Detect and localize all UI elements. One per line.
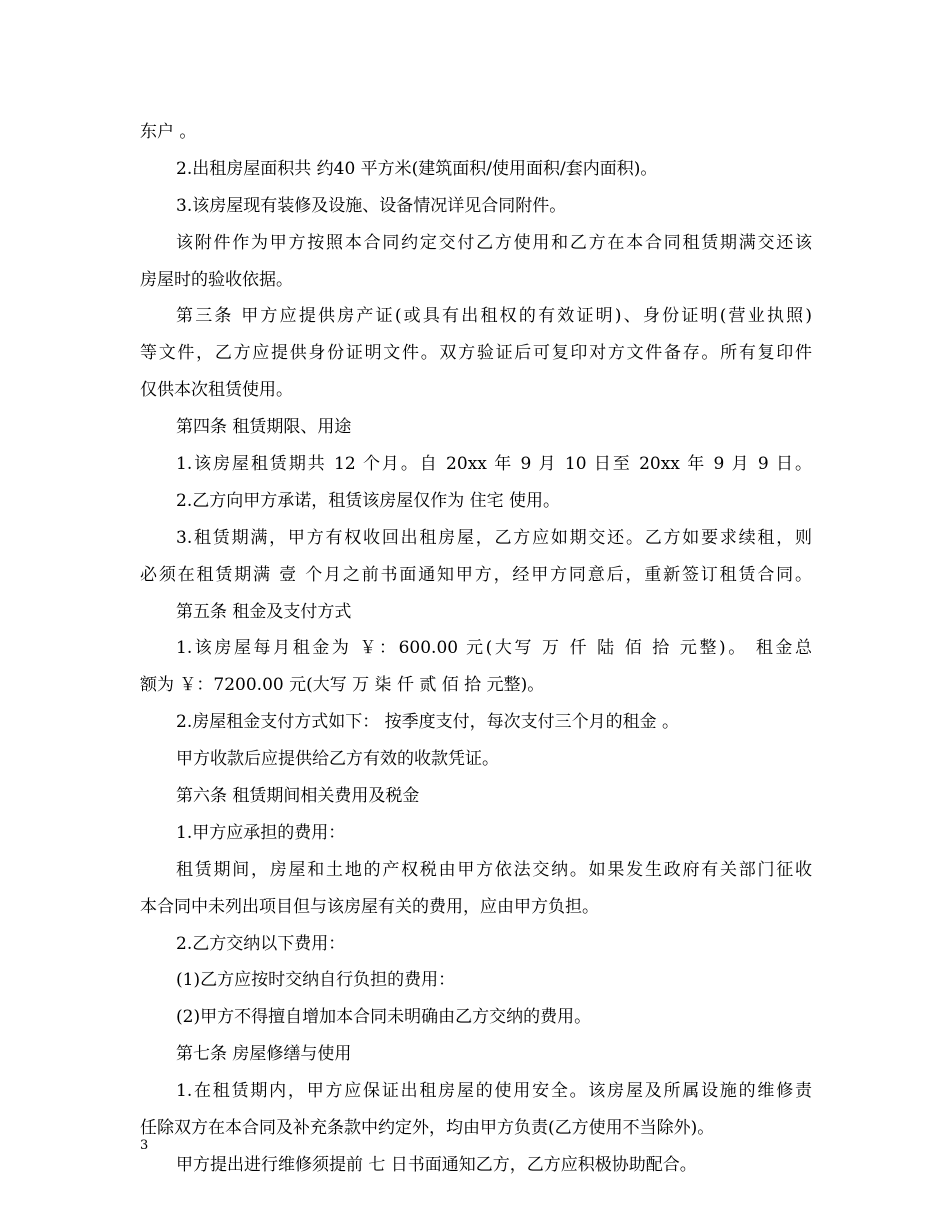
text-line: 1.该房屋每月租金为 ￥：600.00 元(大写 万 仟 陆 佰 拾 元整)。 租金总 xyxy=(176,638,812,659)
text-line: 3.租赁期满，甲方有权收回出租房屋，乙方应如期交还。乙方如要求续租，则 xyxy=(176,527,812,548)
text-line: (1)乙方应按时交纳自行负担的费用： xyxy=(176,970,456,991)
text-line: 东户 。 xyxy=(140,122,197,142)
text-line: 2.乙方向甲方承诺，租赁该房屋仅作为 住宅 使用。 xyxy=(176,490,561,511)
page-number: 3 xyxy=(140,1138,149,1153)
text-line: 该附件作为甲方按照本合同约定交付乙方使用和乙方在本合同租赁期满交还该 xyxy=(176,232,812,253)
text-line: 必须在租赁期满 壹 个月之前书面通知甲方，经甲方同意后，重新签订租赁合同。 xyxy=(140,564,812,585)
text-line: 3.该房屋现有装修及设施、设备情况详见合同附件。 xyxy=(176,195,567,216)
text-line: 2.乙方交纳以下费用： xyxy=(176,933,346,954)
text-line: 1.在租赁期内，甲方应保证出租房屋的使用安全。该房屋及所属设施的维修责 xyxy=(176,1081,812,1102)
text-line: 仅供本次租赁使用。 xyxy=(140,380,293,401)
text-line: 任除双方在本合同及补充条款中约定外，均由甲方负责(乙方使用不当除外)。 xyxy=(140,1118,715,1139)
text-line: (2)甲方不得擅自增加本合同未明确由乙方交纳的费用。 xyxy=(176,1007,592,1028)
text-line: 额为 ￥：7200.00 元(大写 万 柒 仟 贰 佰 拾 元整)。 xyxy=(140,675,545,696)
text-line: 第五条 租金及支付方式 xyxy=(176,601,352,622)
text-line: 2.房屋租金支付方式如下： 按季度支付，每次支付三个月的租金 。 xyxy=(176,712,680,733)
text-line: 1.甲方应承担的费用： xyxy=(176,822,346,843)
text-line: 租赁期间，房屋和土地的产权税由甲方依法交纳。如果发生政府有关部门征收 xyxy=(176,859,812,880)
text-line: 甲方收款后应提供给乙方有效的收款凭证。 xyxy=(176,749,499,770)
text-line: 1.该房屋租赁期共 12 个月。自 20xx 年 9 月 10 日至 20xx 年 9 月 9 日。 xyxy=(176,454,812,475)
text-line: 等文件，乙方应提供身份证明文件。双方验证后可复印对方文件备存。所有复印件 xyxy=(140,343,812,364)
text-line: 第四条 租赁期限、用途 xyxy=(176,417,352,438)
text-line: 第三条 甲方应提供房产证(或具有出租权的有效证明)、身份证明(营业执照) xyxy=(176,306,812,327)
text-line: 房屋时的验收依据。 xyxy=(140,269,293,290)
text-line: 第六条 租赁期间相关费用及税金 xyxy=(176,786,420,807)
text-line: 甲方提出进行维修须提前 七 日书面通知乙方，乙方应积极协助配合。 xyxy=(176,1154,697,1175)
text-line: 第七条 房屋修缮与使用 xyxy=(176,1044,352,1065)
text-line: 2.出租房屋面积共 约40 平方米(建筑面积/使用面积/套内面积)。 xyxy=(176,158,658,179)
contract-body-text xyxy=(140,114,812,1184)
text-line: 本合同中未列出项目但与该房屋有关的费用，应由甲方负担。 xyxy=(140,896,599,917)
